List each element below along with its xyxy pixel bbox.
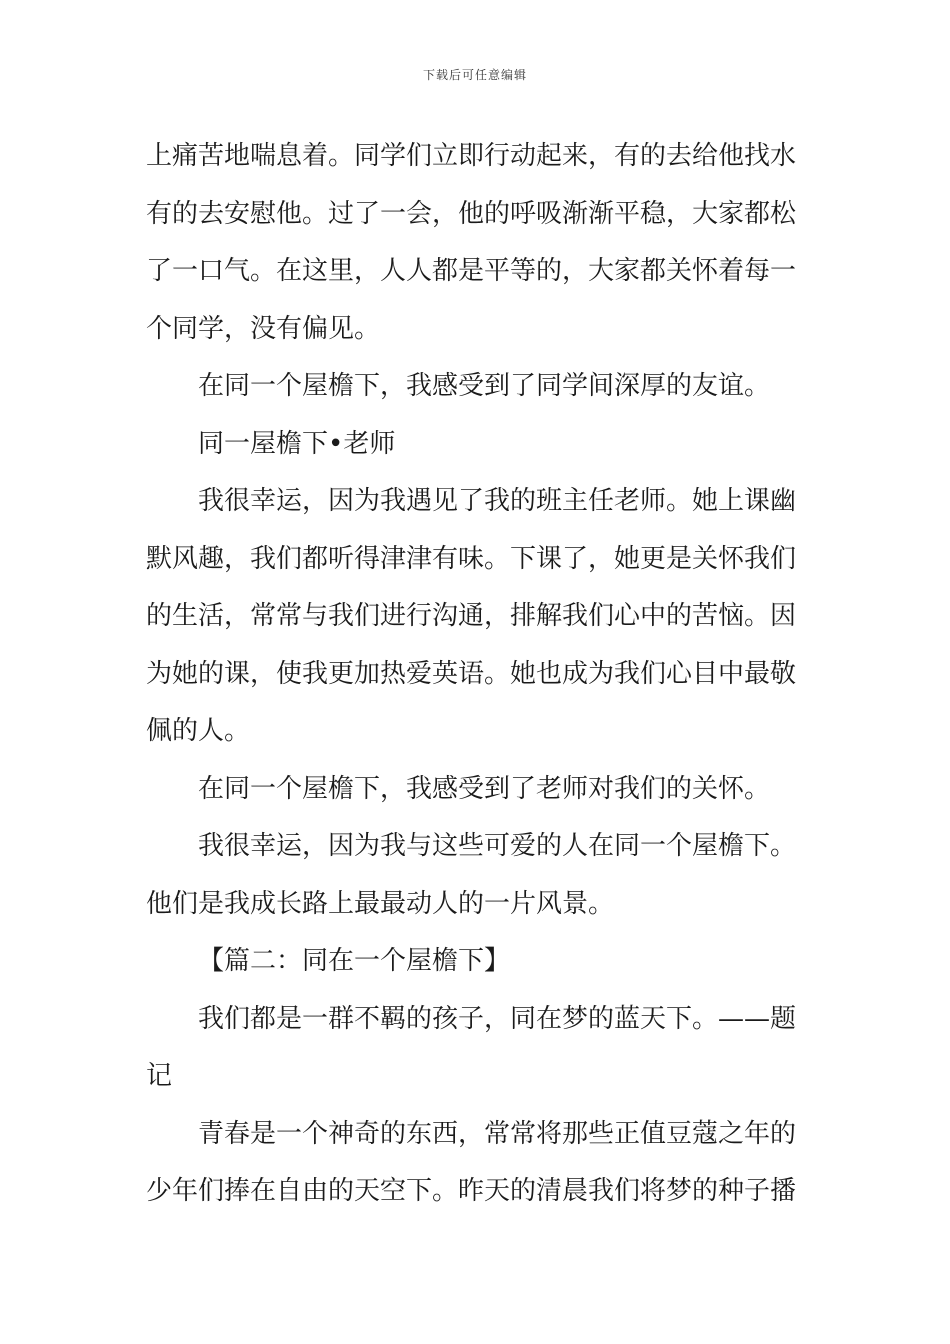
- text-line: 的生活，常常与我们进行沟通，排解我们心中的苦恼。因: [146, 601, 797, 631]
- text-line: 少年们捧在自由的天空下。昨天的清晨我们将梦的种子播: [146, 1176, 797, 1206]
- text-line: 他们是我成长路上最最动人的一片风景。: [146, 888, 615, 919]
- text-line: 上痛苦地喘息着。同学们立即行动起来，有的去给他找水: [146, 141, 797, 171]
- text-line: 佩的人。: [146, 716, 251, 746]
- section-heading: 同一屋檐下•老师: [198, 428, 396, 459]
- text-line: 有的去安慰他。过了一会，他的呼吸渐渐平稳，大家都松: [146, 198, 797, 229]
- page-header: 下载后可任意编辑: [422, 68, 527, 82]
- text-line: 了一口气。在这里，人人都是平等的，大家都关怀着每一: [146, 256, 797, 286]
- text-line: 个同学，没有偏见。: [146, 313, 381, 344]
- text-line: 在同一个屋檐下，我感受到了同学间深厚的友谊。: [198, 371, 771, 401]
- document-body: [146, 128, 806, 1221]
- text-line: 我很幸运，因为我与这些可爱的人在同一个屋檐下。: [198, 831, 797, 861]
- text-line: 记: [146, 1061, 173, 1091]
- section-title: 【篇二：同在一个屋檐下】: [198, 946, 511, 976]
- text-line: 默风趣，我们都听得津津有味。下课了，她更是关怀我们: [146, 543, 797, 574]
- text-line: 在同一个屋檐下，我感受到了老师对我们的关怀。: [198, 773, 771, 804]
- text-line: 青春是一个神奇的东西，常常将那些正值豆蔻之年的: [198, 1118, 797, 1149]
- text-line: 我们都是一群不羁的孩子，同在梦的蓝天下。——题: [198, 1003, 797, 1034]
- text-line: 为她的课，使我更加热爱英语。她也成为我们心目中最敬: [146, 658, 797, 689]
- text-line: 我很幸运，因为我遇见了我的班主任老师。她上课幽: [198, 486, 797, 516]
